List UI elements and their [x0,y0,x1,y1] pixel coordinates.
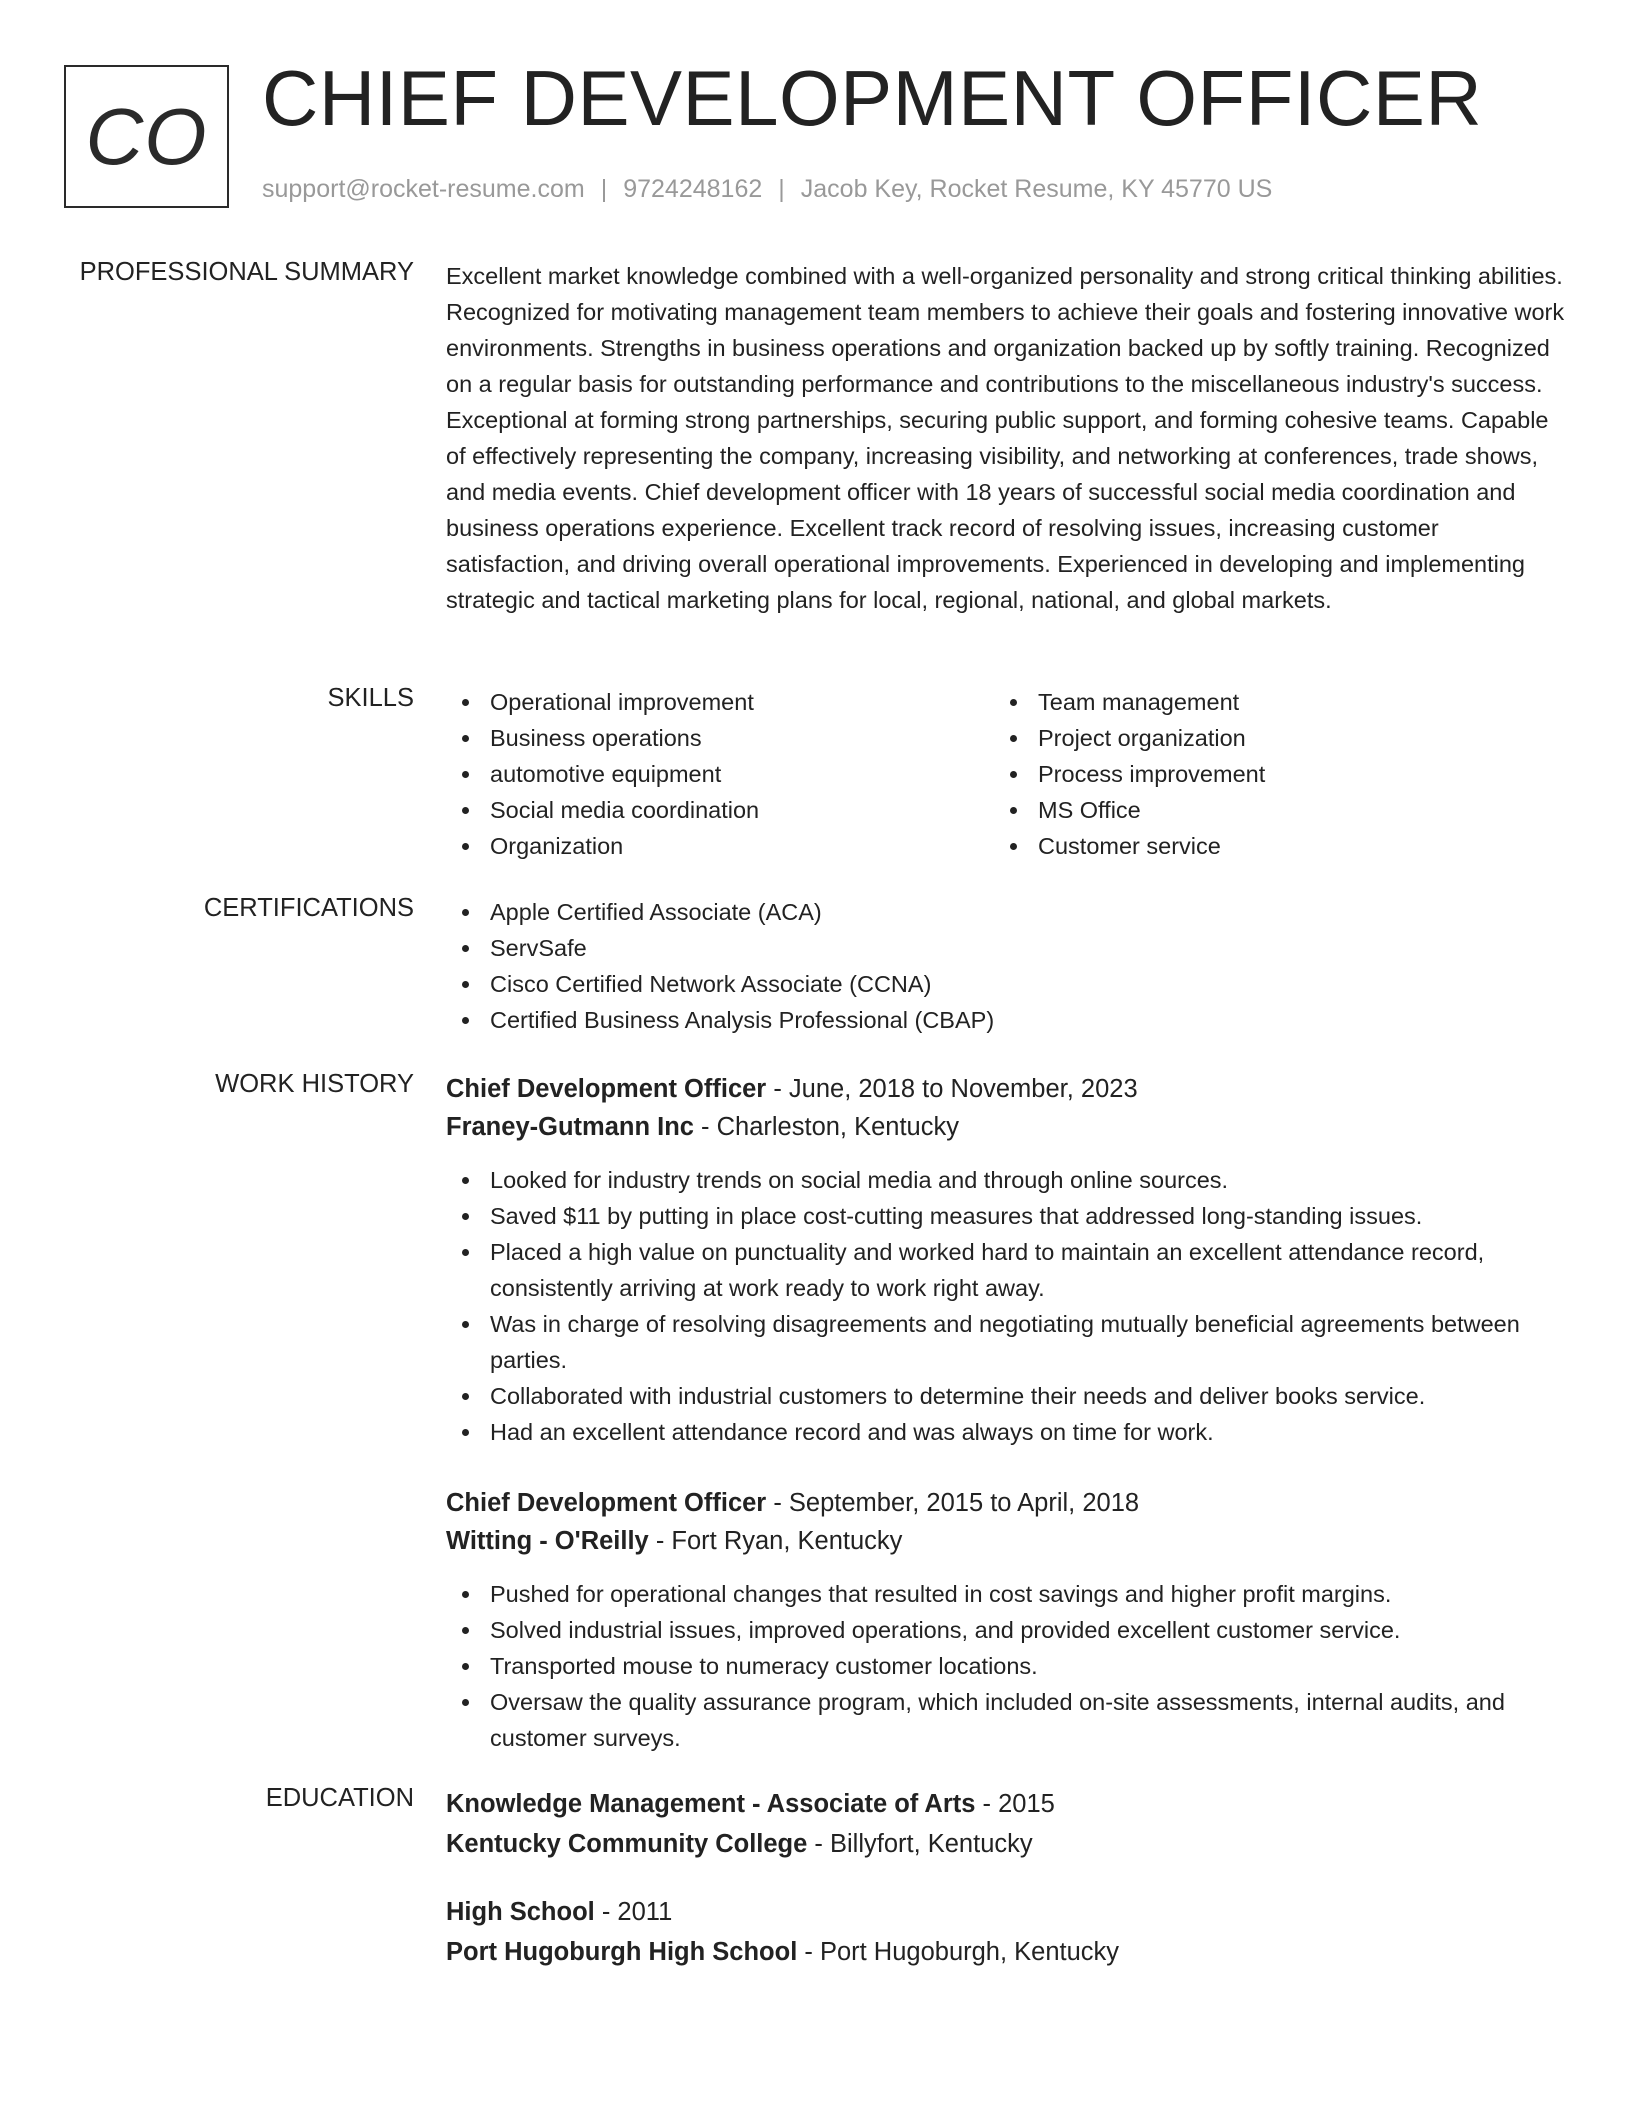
job-duty: Transported mouse to numeracy customer locations. [446,1648,1566,1684]
education-school-line [446,1824,1566,1864]
job-duty: Looked for industry trends on social media and through online sources. [446,1162,1566,1198]
job-title: Chief Development Officer [446,1489,767,1517]
job-title-line [446,1484,1566,1522]
monogram-box [64,65,229,208]
job-company: Franey-Gutmann Inc [446,1113,694,1141]
skill-item: Process improvement [994,756,1542,792]
job-entry [446,1484,1566,1756]
skills-list-left [446,684,994,864]
contact-line [262,175,1272,204]
skill-item: MS Office [994,792,1542,828]
contact-phone[interactable]: 9724248162 [623,175,763,203]
job-duty: Collaborated with industrial customers to determine their needs and deliver books service. [446,1378,1566,1414]
skills-columns [446,684,1566,864]
section-label-education: EDUCATION [265,1784,414,1812]
page-title: CHIEF DEVELOPMENT OFFICER [262,54,1483,142]
section-label-skills: SKILLS [327,684,414,712]
job-dates: - September, 2015 to April, 2018 [766,1489,1140,1517]
job-company-line [446,1108,1566,1146]
job-duty: Saved $11 by putting in place cost-cutting measures that addressed long-standing issues. [446,1198,1566,1234]
skill-item: Team management [994,684,1542,720]
skill-item: Customer service [994,828,1542,864]
job-duty: Oversaw the quality assurance program, which included on-site assessments, internal audits, and customer surveys. [446,1684,1566,1756]
section-label-work: WORK HISTORY [215,1070,414,1098]
education-school: Kentucky Community College [446,1830,808,1858]
skill-item: Business operations [446,720,994,756]
education-degree-line [446,1892,1566,1932]
work-history-body [446,1070,1566,1756]
summary-text: Excellent market knowledge combined with a well-organized personality and strong critical thinking abilities. Recognized for motivating management team members to achieve their goals and fostering innovative work environments. Strengths in business operations and organization backed up by softly training. Recognized on a regular basis for outstanding performance and contributions to the miscellaneous industry's success. Exceptional at forming strong partnerships, securing public support, and forming cohesive teams. Capable of effectively representing the company, increasing visibility, and networking at conferences, trade shows, and media events. Chief development officer with 18 years of successful social media coordination and business operations experience. Excellent track record of resolving issues, increasing customer satisfaction, and driving overall operational improvements. Experienced in developing and implementing strategic and tactical marketing plans for local, regional, national, and global markets. [446,263,1565,613]
education-body [446,1784,1566,1972]
skill-item: automotive equipment [446,756,994,792]
job-entry [446,1070,1566,1450]
certification-item: ServSafe [446,930,1566,966]
education-location: - Billyfort, Kentucky [807,1830,1033,1858]
job-title-line [446,1070,1566,1108]
job-dates: - June, 2018 to November, 2023 [766,1075,1138,1103]
job-company-line [446,1522,1566,1560]
education-entry [446,1892,1566,1972]
education-school: Port Hugoburgh High School [446,1938,798,1966]
job-duty: Placed a high value on punctuality and worked hard to maintain an excellent attendance record, consistently arriving at work ready to work right away. [446,1234,1566,1306]
education-school-line [446,1932,1566,1972]
certification-item: Apple Certified Associate (ACA) [446,894,1566,930]
certification-item: Certified Business Analysis Professional (CBAP) [446,1002,1566,1038]
certifications-body [446,894,1566,1038]
contact-separator: | [778,175,785,203]
job-company: Witting - O'Reilly [446,1527,649,1555]
skill-item: Organization [446,828,994,864]
skills-list-right [994,684,1542,864]
job-duties [446,1576,1566,1756]
job-duty: Solved industrial issues, improved operations, and provided excellent customer service. [446,1612,1566,1648]
education-year: - 2015 [975,1790,1055,1818]
skill-item: Operational improvement [446,684,994,720]
education-year: - 2011 [594,1898,673,1926]
certification-item: Cisco Certified Network Associate (CCNA) [446,966,1566,1002]
job-title: Chief Development Officer [446,1075,767,1103]
certifications-list [446,894,1566,1038]
education-degree-line [446,1784,1566,1824]
monogram-initials: CO [85,91,208,181]
education-entry [446,1784,1566,1864]
job-duty: Had an excellent attendance record and was always on time for work. [446,1414,1566,1450]
job-location: - Charleston, Kentucky [693,1113,959,1141]
section-label-certifications: CERTIFICATIONS [203,894,414,922]
skill-item: Project organization [994,720,1542,756]
education-location: - Port Hugoburgh, Kentucky [797,1938,1120,1966]
job-duty: Was in charge of resolving disagreements and negotiating mutually beneficial agreements between parties. [446,1306,1566,1378]
contact-email[interactable]: support@rocket-resume.com [262,175,585,203]
skill-item: Social media coordination [446,792,994,828]
job-duty: Pushed for operational changes that resulted in cost savings and higher profit margins. [446,1576,1566,1612]
contact-separator: | [600,175,608,203]
job-location: - Fort Ryan, Kentucky [648,1527,903,1555]
education-degree: Knowledge Management - Associate of Arts [446,1790,976,1818]
job-duties [446,1162,1566,1450]
contact-address: Jacob Key, Rocket Resume, KY 45770 US [800,175,1273,203]
education-degree: High School [446,1898,595,1926]
section-label-summary: PROFESSIONAL SUMMARY [79,258,414,286]
